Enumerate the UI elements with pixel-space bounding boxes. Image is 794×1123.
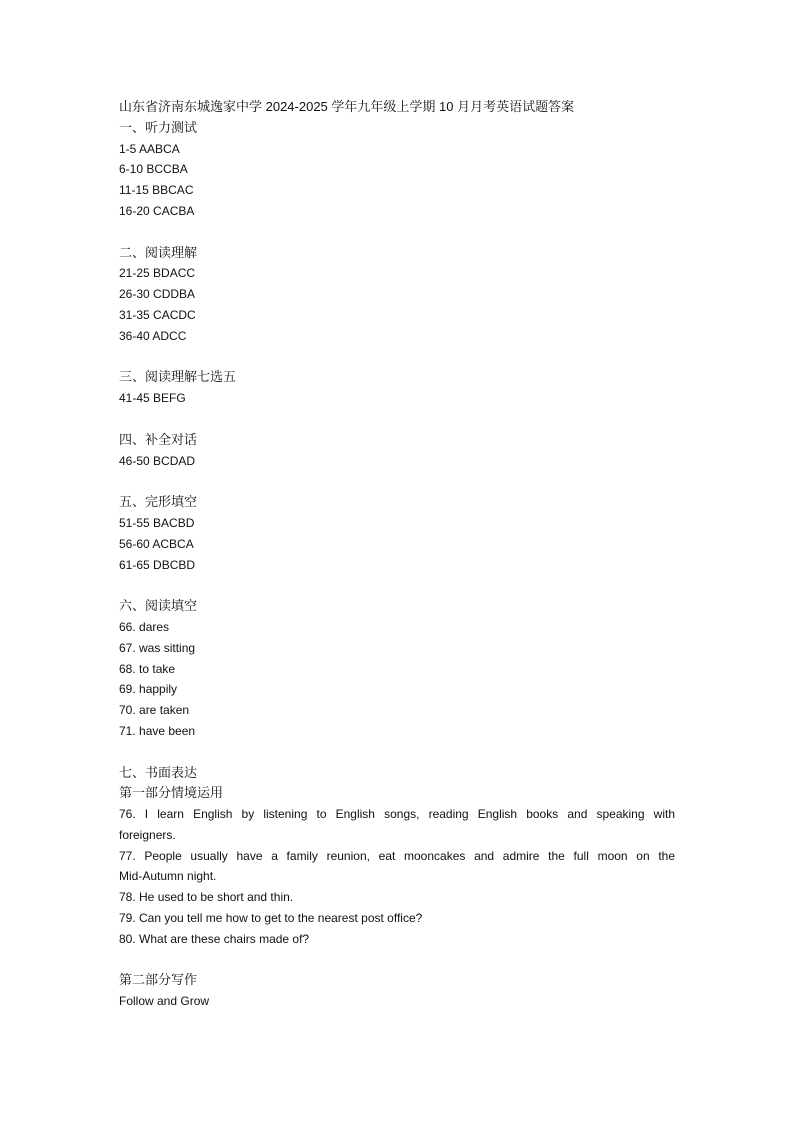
spacer [119,950,675,971]
document-title: 山东省济南东城逸家中学 2024-2025 学年九年级上学期 10 月月考英语试题答案 [119,99,575,114]
answer-76-line1: 76. I learn English by listening to English songs, reading English books and speaking with [119,807,675,822]
answer-line: 67. was sitting [119,640,196,655]
spacer [119,409,675,430]
answer-line: 56-60 ACBCA [119,536,194,551]
answer-line: 69. happily [119,682,178,697]
section-heading: 三、阅读理解七选五 [119,369,237,385]
answer-76-line2: foreigners. [119,827,176,842]
answer-line: 21-25 BDACC [119,266,196,281]
spacer [119,742,675,763]
section-heading: 五、完形填空 [119,494,198,510]
answer-line: 26-30 CDDBA [119,287,196,302]
section-cloze [119,492,675,575]
answer-line: 71. have been [119,723,196,738]
answer-77-line2: Mid-Autumn night. [119,869,217,884]
answer-line: 66. dares [119,619,170,634]
section-heading: 四、补全对话 [119,431,198,447]
answer-line: 16-20 CACBA [119,203,195,218]
spacer [119,575,675,596]
section-writing [119,763,675,1013]
answer-line: 1-5 AABCA [119,141,180,156]
section-dialogue [119,430,675,472]
section-heading: 六、阅读填空 [119,598,198,614]
answer-line: 46-50 BCDAD [119,453,196,468]
section-seven-choose-five [119,367,675,409]
answer-sheet [119,97,675,1012]
section-heading: 一、听力测试 [119,119,198,135]
part2-heading: 第二部分写作 [119,972,198,988]
section-heading: 二、阅读理解 [119,244,198,260]
part2-title: Follow and Grow [119,994,210,1009]
answer-line: 70. are taken [119,703,190,718]
answer-line: 6-10 BCCBA [119,162,188,177]
section-listening [119,118,675,222]
answer-line: 36-40 ADCC [119,328,187,343]
answer-line: 51-55 BACBD [119,515,195,530]
answer-79: 79. Can you tell me how to get to the nearest post office? [119,911,423,926]
spacer [119,471,675,492]
answer-line: 61-65 DBCBD [119,557,196,572]
part1-heading: 第一部分情境运用 [119,785,224,801]
section-reading [119,243,675,347]
section-heading: 七、书面表达 [119,764,198,780]
answer-line: 11-15 BBCAC [119,183,194,198]
answer-78: 78. He used to be short and thin. [119,890,294,905]
answer-line: 68. to take [119,661,176,676]
answer-77-line1: 77. People usually have a family reunion, eat mooncakes and admire the full moon on the [119,848,675,863]
spacer [119,222,675,243]
answer-line: 31-35 CACDC [119,307,196,322]
answer-line: 41-45 BEFG [119,391,186,406]
spacer [119,347,675,368]
answer-80: 80. What are these chairs made of? [119,931,310,946]
section-fill-in [119,596,675,742]
